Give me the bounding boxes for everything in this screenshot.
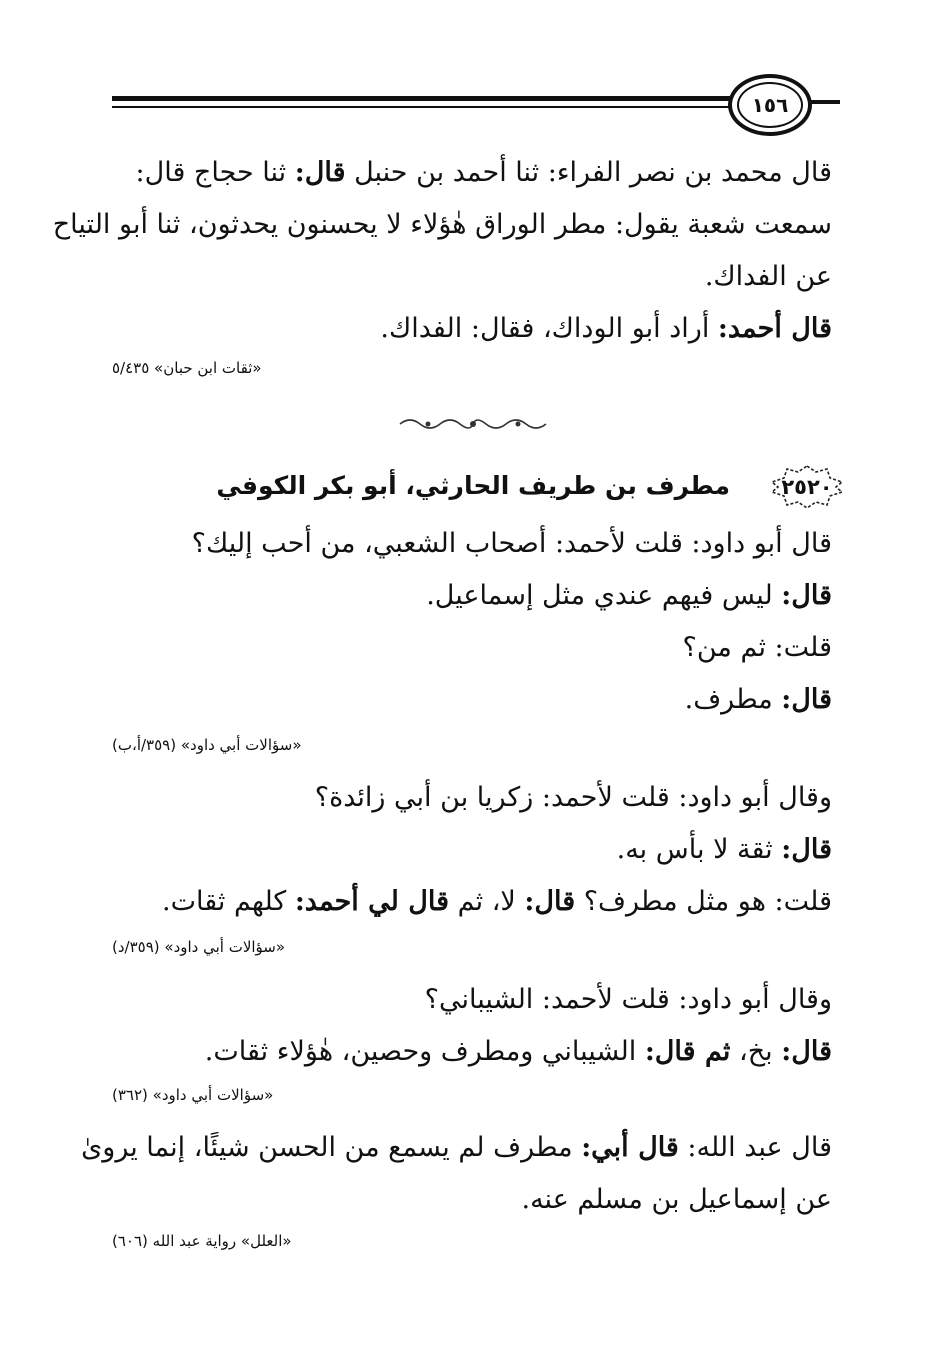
text-run: ثقة لا بأس به. <box>616 834 782 865</box>
text-run: الشيباني ومطرف وحصين، هٰؤلاء ثقات. <box>204 1036 645 1067</box>
source-citation: «سؤالات أبي داود» (٣٥٩/د) <box>112 938 286 956</box>
text-line <box>205 1032 832 1072</box>
text-line <box>162 882 832 922</box>
text-line <box>380 309 832 349</box>
bold-run: قال: <box>524 886 576 917</box>
text-line <box>136 153 833 193</box>
entry-title: مطرف بن طريف الحارثي، أبو بكر الكوفي <box>216 471 730 500</box>
text-run: مطرف. <box>684 684 782 715</box>
bold-run: قال أحمد: <box>717 313 832 344</box>
text-line: وقال أبو داود: قلت لأحمد: الشيباني؟ <box>424 984 832 1015</box>
ornament-divider <box>398 416 548 432</box>
text-run: كلهم ثقات. <box>162 886 295 917</box>
text-run: قلت: هو مثل مطرف؟ <box>575 886 832 917</box>
text-run: ليس فيهم عندي مثل إسماعيل. <box>426 580 782 611</box>
text-line: عن الفداك. <box>704 261 832 292</box>
text-line: قلت: ثم من؟ <box>682 632 832 663</box>
text-line <box>617 830 832 870</box>
bold-run: قال: <box>294 157 346 188</box>
text-line: قال أبو داود: قلت لأحمد: أصحاب الشعبي، من أحب إليك؟ <box>191 528 832 559</box>
bold-run: قال لي أحمد: <box>294 886 450 917</box>
entry-number: ٢٥٢٠ <box>781 475 833 499</box>
header-rule-end <box>810 100 840 104</box>
text-line: عن إسماعيل بن مسلم عنه. <box>521 1184 832 1215</box>
text-line <box>81 1128 832 1168</box>
bold-run: قال: <box>781 834 832 865</box>
text-line: وقال أبو داود: قلت لأحمد: زكريا بن أبي زائدة؟ <box>314 782 832 813</box>
text-run: ثنا حجاج قال: <box>135 157 295 188</box>
header-rule-thin <box>112 106 732 108</box>
bold-run: قال: <box>781 580 832 611</box>
text-run: بخ، <box>730 1036 782 1067</box>
text-run: مطرف لم يسمع من الحسن شيئًا، إنما يرویٰ <box>81 1132 582 1163</box>
text-run: أراد أبو الوداك، فقال: الفداك. <box>380 313 718 344</box>
source-citation: «سؤالات أبي داود» (٣٥٩/أ،ب) <box>112 736 302 754</box>
header-rule-thick <box>112 96 732 101</box>
bold-run: قال: <box>781 1036 832 1067</box>
source-citation: «سؤالات أبي داود» (٣٦٢) <box>112 1086 274 1104</box>
bold-run: ثم قال: <box>644 1036 731 1067</box>
text-line <box>685 680 832 720</box>
text-line: سمعت شعبة يقول: مطر الوراق هٰؤلاء لا يحسنون يحدثون، ثنا أبو التياح <box>52 209 832 240</box>
text-run: لا، ثم <box>449 886 525 917</box>
page-number-badge <box>728 74 812 136</box>
bold-run: قال أبي: <box>581 1132 679 1163</box>
text-run: قال محمد بن نصر الفراء: ثنا أحمد بن حنبل <box>345 157 832 188</box>
text-run: قال عبد الله: <box>678 1132 832 1163</box>
bold-run: قال: <box>781 684 832 715</box>
source-citation: «العلل» رواية عبد الله (٦٠٦) <box>112 1232 292 1250</box>
page-number: ١٥٦ <box>737 82 803 128</box>
source-citation: «ثقات ابن حبان» ٥/٤٣٥ <box>112 359 262 377</box>
text-line <box>426 576 832 616</box>
